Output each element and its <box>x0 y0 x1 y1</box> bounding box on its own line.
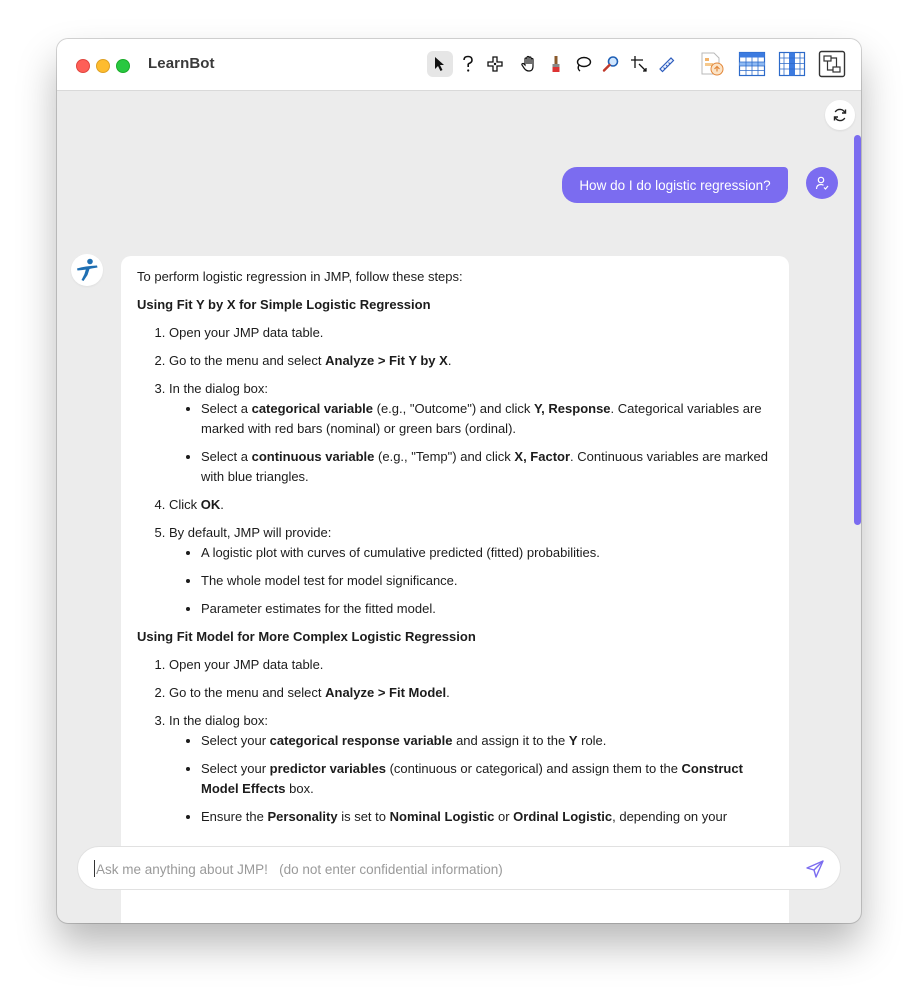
data-table-button[interactable] <box>737 49 767 79</box>
fit-y-by-x-steps <box>137 323 773 619</box>
sub-text: (continuous or categorical) and assign them to the <box>385 761 682 776</box>
sub-bold-text: categorical variable <box>251 401 373 416</box>
sub-bold-text: Construct Model Effects <box>201 761 743 796</box>
sub-list-item <box>201 807 773 827</box>
layout-panel-button[interactable] <box>817 49 847 79</box>
selection-tool-button[interactable] <box>483 51 507 77</box>
sub-text: Ensure the <box>201 809 268 824</box>
bot-figure-icon <box>74 257 100 283</box>
home-window-icon <box>698 50 726 78</box>
sub-text: Select a <box>201 449 252 464</box>
layout-panel-icon <box>818 50 846 78</box>
sub-text: Select your <box>201 733 270 748</box>
step-text: Go to the menu and select <box>169 353 326 368</box>
send-button[interactable] <box>803 857 827 881</box>
sub-list-item <box>201 759 773 799</box>
chat-input-bar[interactable] <box>77 846 841 890</box>
sub-list <box>169 399 773 487</box>
arrow-tool-button[interactable] <box>427 51 453 77</box>
step-text: Click <box>169 497 201 512</box>
sub-bold-text: X, Factor <box>514 449 571 464</box>
section-heading-fit-y-by-x: Using Fit Y by X for Simple Logistic Regression <box>137 297 431 312</box>
title-bar <box>57 39 861 91</box>
sub-list-item: • A logistic plot with curves of cumulative predicted (fitted) probabilities. <box>201 543 773 563</box>
sub-bold-text: continuous variable <box>251 449 375 464</box>
step-item <box>169 683 773 703</box>
scaler-tool-button[interactable] <box>627 51 651 77</box>
help-tool-button[interactable] <box>457 51 479 77</box>
sub-text: . Categorical variables are marked with red bars (nominal) or green bars (ordinal). <box>201 401 762 436</box>
magnifier-tool-icon <box>602 55 620 73</box>
ruler-tool-icon <box>658 55 676 73</box>
brush-tool-button[interactable] <box>545 51 567 77</box>
step-text: In the dialog box: <box>169 713 269 728</box>
app-title: LearnBot <box>148 55 215 72</box>
step-text: Open your JMP data table. <box>169 325 324 340</box>
step-text: Open your JMP data table. <box>169 657 324 672</box>
sub-text: , depending on your <box>612 809 728 824</box>
refresh-icon <box>832 107 848 123</box>
learnbot-window <box>57 39 861 923</box>
sub-text: (e.g., "Outcome") and click <box>373 401 534 416</box>
step-item <box>169 351 773 371</box>
sub-text: and assign it to the <box>452 733 569 748</box>
step-item <box>169 711 773 827</box>
bot-intro-text: To perform logistic regression in JMP, follow these steps: <box>137 269 463 284</box>
bot-message-bubble <box>121 256 789 923</box>
step-text: In the dialog box: <box>169 381 269 396</box>
step-item <box>169 523 773 619</box>
sub-bold-text: Y, Response <box>533 401 611 416</box>
sub-list-item: • The whole model test for model significance. <box>201 571 773 591</box>
lasso-tool-icon <box>574 55 592 73</box>
sub-text: Select a <box>201 401 252 416</box>
arrow-tool-icon <box>433 56 447 72</box>
step-bold-text: Analyze > Fit Model <box>325 685 447 700</box>
brush-tool-icon <box>549 55 563 73</box>
sub-list-item <box>201 731 773 751</box>
hand-tool-button[interactable] <box>517 51 541 77</box>
chat-input[interactable] <box>94 857 788 881</box>
maximize-window-button[interactable] <box>116 59 130 73</box>
step-text: . <box>220 497 224 512</box>
step-text: . <box>447 353 452 368</box>
user-avatar <box>806 167 838 199</box>
bot-avatar <box>71 254 103 286</box>
lasso-tool-button[interactable] <box>571 51 595 77</box>
minimize-window-button[interactable] <box>96 59 110 73</box>
column-panel-button[interactable] <box>777 49 807 79</box>
magnifier-tool-button[interactable] <box>599 51 623 77</box>
user-avatar-icon <box>814 175 830 191</box>
ruler-tool-button[interactable] <box>655 51 679 77</box>
data-table-icon <box>738 50 766 78</box>
step-bold-text: OK <box>200 497 221 512</box>
sub-text: Select your <box>201 761 270 776</box>
sub-text: is set to <box>337 809 390 824</box>
section-heading-fit-model: Using Fit Model for More Complex Logistic Regression <box>137 629 476 644</box>
sub-text: or <box>494 809 514 824</box>
step-text: Go to the menu and select <box>169 685 326 700</box>
user-message-bubble: How do I do logistic regression? <box>562 167 788 203</box>
sub-text: box. <box>285 781 314 796</box>
step-item <box>169 379 773 487</box>
selection-crosshair-icon <box>487 56 503 72</box>
step-text: . <box>446 685 450 700</box>
sub-list-item <box>201 447 773 487</box>
home-window-button[interactable] <box>697 49 727 79</box>
sub-bold-text: Personality <box>267 809 338 824</box>
column-panel-icon <box>778 50 806 78</box>
sub-list <box>169 543 773 619</box>
sub-bold-text: categorical response variable <box>269 733 453 748</box>
text-cursor <box>94 860 95 877</box>
sub-text: . Continuous variables are marked with blue triangles. <box>201 449 769 484</box>
scaler-tool-icon <box>630 55 648 73</box>
scrollbar-thumb[interactable] <box>854 135 861 525</box>
sub-text: role. <box>577 733 607 748</box>
sub-bold-text: Nominal Logistic <box>389 809 495 824</box>
sub-list-item: • Parameter estimates for the fitted model. <box>201 599 773 619</box>
chat-area <box>57 91 861 923</box>
sub-bold-text: predictor variables <box>269 761 386 776</box>
sub-text: (e.g., "Temp") and click <box>374 449 515 464</box>
close-window-button[interactable] <box>76 59 90 73</box>
step-text: By default, JMP will provide: <box>169 525 332 540</box>
sub-bold-text: Y <box>568 733 578 748</box>
sub-list-item <box>201 399 773 439</box>
fit-model-steps <box>137 655 773 827</box>
step-item <box>169 495 773 515</box>
hand-tool-icon <box>520 55 538 73</box>
help-tool-icon <box>462 55 474 73</box>
step-bold-text: Analyze > Fit Y by X <box>325 353 448 368</box>
step-item <box>169 655 773 675</box>
refresh-button[interactable] <box>825 100 855 130</box>
step-item <box>169 323 773 343</box>
sub-list <box>169 731 773 827</box>
sub-bold-text: Ordinal Logistic <box>513 809 613 824</box>
send-icon <box>805 859 825 879</box>
